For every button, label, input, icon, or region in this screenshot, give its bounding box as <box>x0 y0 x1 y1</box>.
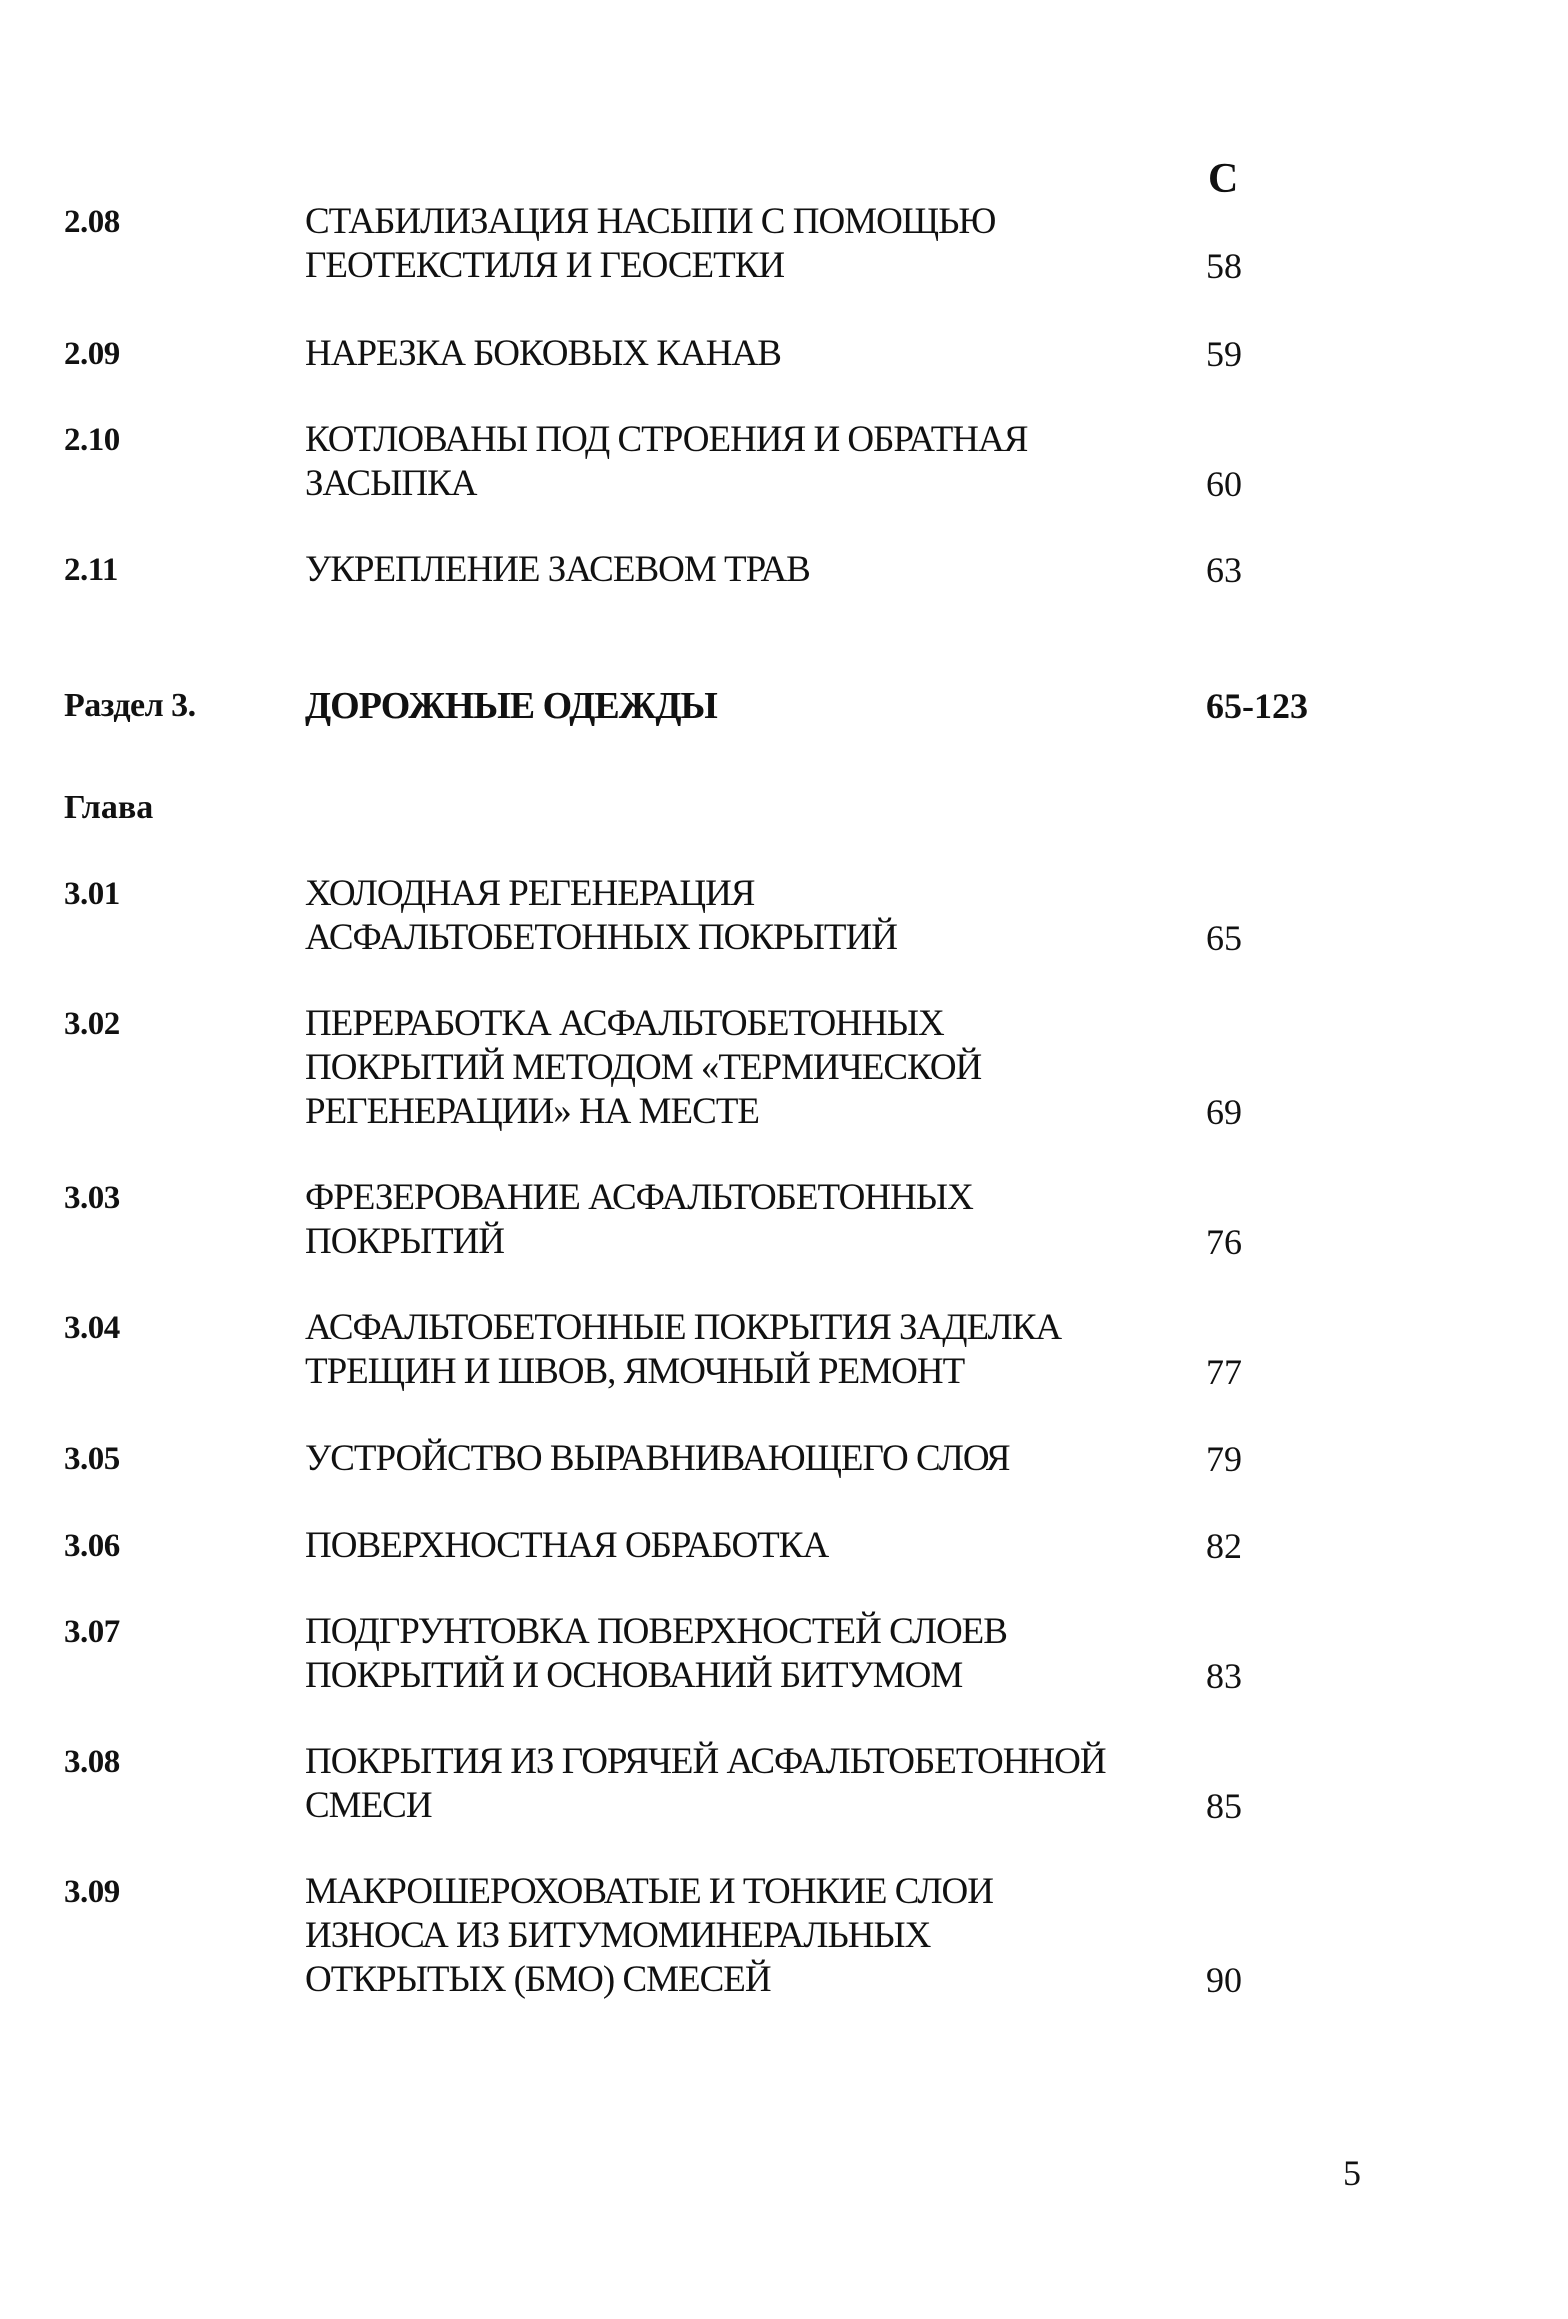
toc-entry-title-line: МАКРОШЕРОХОВАТЫЕ И ТОНКИЕ СЛОИ <box>305 1871 993 1912</box>
page-number: 5 <box>1343 2153 1361 2193</box>
toc-entry-3-05 <box>0 1437 1568 1481</box>
toc-entry-page: 76 <box>1206 1222 1242 1262</box>
toc-entry-title-line: ПЕРЕРАБОТКА АСФАЛЬТОБЕТОННЫХ <box>305 1003 944 1044</box>
toc-entry-title-line: КОТЛОВАНЫ ПОД СТРОЕНИЯ И ОБРАТНАЯ <box>305 419 1028 460</box>
toc-entry-number: 3.08 <box>64 1744 120 1780</box>
toc-entry-number: 3.03 <box>64 1180 120 1216</box>
page-column-header: С <box>1208 156 1239 202</box>
toc-entry-page: 60 <box>1206 464 1242 504</box>
toc-entry-page: 69 <box>1206 1092 1242 1132</box>
toc-entry-title <box>305 418 1205 506</box>
toc-entry-page: 90 <box>1206 1960 1242 2000</box>
toc-entry-3-07 <box>0 1610 1568 1698</box>
toc-entry-3-06 <box>0 1524 1568 1568</box>
toc-entry-title-line: ПОКРЫТИЙ И ОСНОВАНИЙ БИТУМОМ <box>305 1655 963 1696</box>
toc-entry-2-10 <box>0 418 1568 506</box>
toc-entry-3-09 <box>0 1870 1568 2002</box>
toc-entry-title-line: АСФАЛЬТОБЕТОННЫХ ПОКРЫТИЙ <box>305 917 897 958</box>
toc-entry-number: 3.01 <box>64 876 120 912</box>
toc-entry-page: 63 <box>1206 550 1242 590</box>
toc-entry-title <box>305 332 1205 376</box>
section-pages: 65-123 <box>1206 686 1308 726</box>
toc-entry-number: 2.10 <box>64 422 120 458</box>
toc-entry-page: 65 <box>1206 918 1242 958</box>
toc-entry-title-line: ГЕОТЕКСТИЛЯ И ГЕОСЕТКИ <box>305 245 785 286</box>
toc-entry-number: 2.11 <box>64 552 118 588</box>
toc-entry-page: 85 <box>1206 1786 1242 1826</box>
toc-entry-title-line: ИЗНОСА ИЗ БИТУМОМИНЕРАЛЬНЫХ <box>305 1915 931 1956</box>
toc-entry-page: 79 <box>1206 1439 1242 1479</box>
toc-entry-title-line: УКРЕПЛЕНИЕ ЗАСЕВОМ ТРАВ <box>305 549 810 590</box>
toc-entry-3-04 <box>0 1306 1568 1394</box>
toc-entry-number: 3.05 <box>64 1441 120 1477</box>
toc-entry-title <box>305 1870 1205 2002</box>
toc-entry-number: 3.09 <box>64 1874 120 1910</box>
toc-section-3 <box>0 684 1568 728</box>
toc-entry-title-line: ПОКРЫТИЙ <box>305 1221 505 1262</box>
toc-entry-page: 58 <box>1206 246 1242 286</box>
toc-entry-title-line: ОТКРЫТЫХ (БМО) СМЕСЕЙ <box>305 1959 771 2000</box>
toc-entry-number: 3.04 <box>64 1310 120 1346</box>
toc-entry-3-01 <box>0 872 1568 960</box>
toc-entry-title <box>305 1306 1205 1394</box>
toc-entry-title-line: ПОДГРУНТОВКА ПОВЕРХНОСТЕЙ СЛОЕВ <box>305 1611 1007 1652</box>
toc-entry-title <box>305 1610 1205 1698</box>
toc-entry-title-line: ПОКРЫТИЙ МЕТОДОМ «ТЕРМИЧЕСКОЙ <box>305 1047 982 1088</box>
toc-entry-title-line: СМЕСИ <box>305 1785 432 1826</box>
section-title: ДОРОЖНЫЕ ОДЕЖДЫ <box>305 685 717 727</box>
toc-entry-title-line: АСФАЛЬТОБЕТОННЫЕ ПОКРЫТИЯ ЗАДЕЛКА <box>305 1307 1062 1348</box>
toc-entry-title <box>305 872 1205 960</box>
section-label: Раздел 3. <box>64 687 196 724</box>
toc-entry-2-11 <box>0 548 1568 592</box>
toc-entry-title <box>305 548 1205 592</box>
toc-entry-title-line: ПОВЕРХНОСТНАЯ ОБРАБОТКА <box>305 1525 829 1566</box>
toc-entry-title <box>305 1740 1205 1828</box>
toc-entry-title-line: УСТРОЙСТВО ВЫРАВНИВАЮЩЕГО СЛОЯ <box>305 1438 1010 1479</box>
toc-entry-title-line: ХОЛОДНАЯ РЕГЕНЕРАЦИЯ <box>305 873 755 914</box>
toc-entry-number: 3.06 <box>64 1528 120 1564</box>
toc-entry-title <box>305 1437 1205 1481</box>
toc-entry-title-line: ЗАСЫПКА <box>305 463 477 504</box>
toc-entry-title-line: НАРЕЗКА БОКОВЫХ КАНАВ <box>305 333 781 374</box>
toc-entry-3-03 <box>0 1176 1568 1264</box>
toc-entry-title-line: ТРЕЩИН И ШВОВ, ЯМОЧНЫЙ РЕМОНТ <box>305 1351 965 1392</box>
toc-entry-title <box>305 200 1205 288</box>
toc-entry-title <box>305 1002 1205 1134</box>
toc-entry-title-line: РЕГЕНЕРАЦИИ» НА МЕСТЕ <box>305 1091 760 1132</box>
toc-entry-number: 2.09 <box>64 336 120 372</box>
toc-entry-title-line: ПОКРЫТИЯ ИЗ ГОРЯЧЕЙ АСФАЛЬТОБЕТОННОЙ <box>305 1741 1106 1782</box>
toc-entry-2-08 <box>0 200 1568 288</box>
toc-entry-number: 2.08 <box>64 204 120 240</box>
toc-entry-number: 3.02 <box>64 1006 120 1042</box>
toc-entry-page: 77 <box>1206 1352 1242 1392</box>
toc-entry-title <box>305 1176 1205 1264</box>
toc-entry-number: 3.07 <box>64 1614 120 1650</box>
toc-entry-3-02 <box>0 1002 1568 1134</box>
toc-entry-title-line: ФРЕЗЕРОВАНИЕ АСФАЛЬТОБЕТОННЫХ <box>305 1177 973 1218</box>
toc-entry-title <box>305 1524 1205 1568</box>
chapter-label: Глава <box>64 789 154 826</box>
toc-entry-title-line: СТАБИЛИЗАЦИЯ НАСЫПИ С ПОМОЩЬЮ <box>305 201 996 242</box>
toc-entry-page: 82 <box>1206 1526 1242 1566</box>
toc-entry-page: 83 <box>1206 1656 1242 1696</box>
toc-entry-2-09 <box>0 332 1568 376</box>
toc-entry-3-08 <box>0 1740 1568 1828</box>
toc-entry-page: 59 <box>1206 334 1242 374</box>
